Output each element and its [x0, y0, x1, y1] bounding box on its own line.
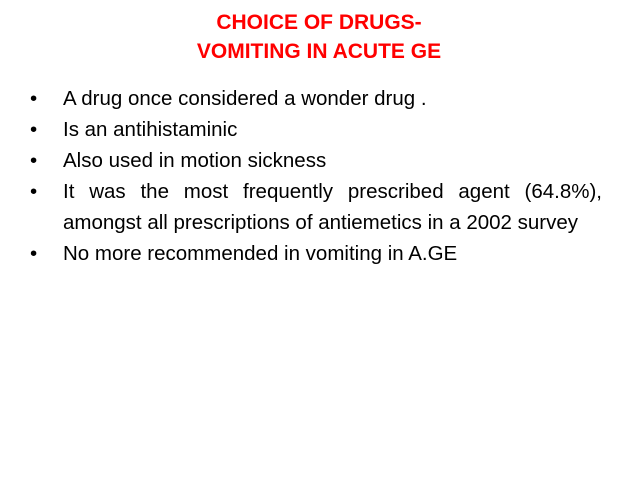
bullet-text: No more recommended in vomiting in A.GE	[63, 242, 458, 265]
bullet-icon: •	[30, 149, 38, 172]
bullet-item	[30, 145, 602, 176]
bullet-text: Also used in motion sickness	[63, 149, 327, 172]
bullet-icon: •	[30, 242, 38, 265]
bullet-text: It was the most frequently prescribed agent (64.8%), amongst all prescriptions of antiemetics in a 2002 survey	[63, 180, 602, 234]
bullet-icon: •	[30, 118, 38, 141]
bullet-item	[30, 83, 602, 114]
bullet-list	[30, 83, 602, 269]
slide-title-line-2: VOMITING IN ACUTE GE	[196, 40, 442, 63]
slide-title	[0, 8, 638, 66]
bullet-item	[30, 114, 602, 145]
slide-title-line-1: CHOICE OF DRUGS-	[216, 11, 422, 34]
bullet-icon: •	[30, 87, 38, 110]
bullet-text: Is an antihistaminic	[63, 118, 238, 141]
bullet-item	[30, 238, 602, 269]
bullet-icon: •	[30, 180, 38, 203]
bullet-item	[30, 176, 602, 238]
bullet-text: A drug once considered a wonder drug .	[63, 87, 427, 110]
